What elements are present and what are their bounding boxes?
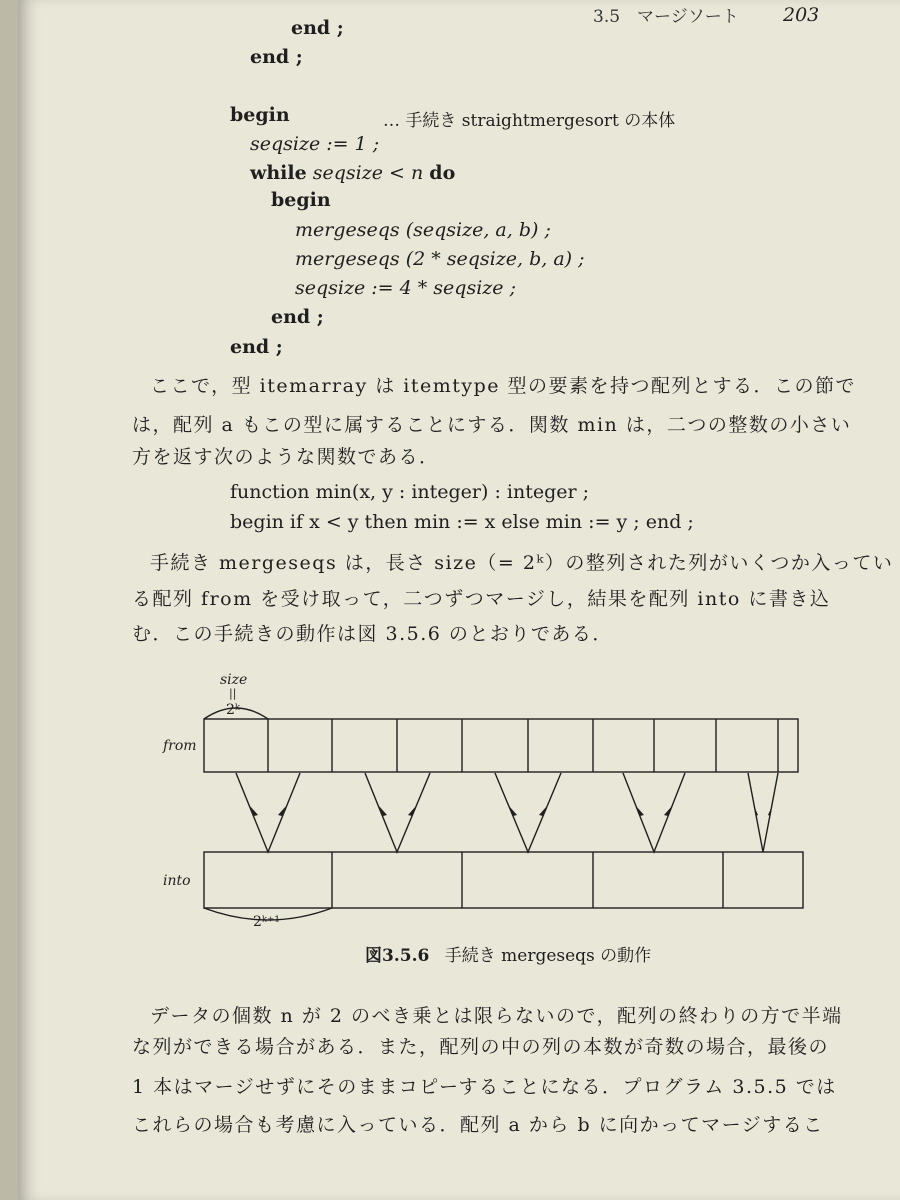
function-code-line: begin if x < y then min := x else min := y ; end ; (230, 511, 694, 533)
code-line: seqsize := 1 ; (250, 133, 380, 155)
body-text-line: な列ができる場合がある．また，配列の中の列の本数が奇数の場合，最後の (132, 1036, 830, 1058)
into-label: into (163, 873, 191, 889)
body-text-line: む．この手続きの動作は図 3.5.6 のとおりである． (132, 623, 613, 645)
body-text-line: これらの場合も考慮に入っている．配列 a から b に向かってマージするこ (132, 1114, 824, 1136)
figure-caption (365, 941, 651, 966)
body-text-line: は，配列 a もこの型に属することにする．関数 min は，二つの整数の小さい (132, 414, 852, 436)
page-number: 203 (783, 4, 820, 26)
body-text-line: データの個数 n が 2 のべき乗とは限らないので，配列の終わりの方で半端 (150, 1005, 843, 1027)
body-text-line: る配列 from を受け取って，二つずつマージし，結果を配列 into に書き込 (132, 588, 831, 610)
figure-caption-text: 手続き mergeseqs の動作 (444, 946, 652, 966)
book-page (18, 0, 900, 1200)
code-line: mergeseqs (2 * seqsize, b, a) ; (295, 248, 585, 270)
code-comment: … 手続き straightmergesort の本体 (383, 111, 676, 131)
code-line: end ; (291, 17, 344, 39)
code-line: end ; (250, 46, 303, 68)
code-keyword: while (250, 162, 307, 184)
function-code-line: function min(x, y : integer) : integer ; (230, 481, 590, 503)
merge-arrow (365, 773, 430, 852)
running-head: 3.5 マージソート (593, 7, 739, 27)
from-array (204, 719, 798, 772)
code-expr: seqsize < n (312, 162, 424, 184)
body-text-line: 方を返す次のような関数である． (132, 446, 440, 468)
merge-arrow (495, 773, 561, 852)
code-line: end ; (271, 306, 324, 328)
merge-arrow (623, 773, 685, 852)
equals-label: || (229, 687, 237, 700)
code-keyword: begin (230, 104, 290, 126)
from-label: from (163, 738, 197, 754)
size-label: size (220, 672, 248, 688)
code-line: seqsize := 4 * seqsize ; (295, 277, 516, 299)
body-text-line: 手続き mergeseqs は，長さ size（= 2ᵏ）の整列された列がいくつか入ってい (150, 552, 894, 574)
size-exponent-label: 2ᵏ (226, 702, 241, 718)
code-keyword: do (429, 162, 456, 184)
into-array (204, 852, 803, 908)
body-text-line: ここで，型 itemarray は itemtype 型の要素を持つ配列とする．この節で (150, 375, 857, 397)
code-line: begin (271, 189, 331, 211)
figure-number: 図3.5.6 (365, 946, 430, 966)
double-size-label: 2ᵏ⁺¹ (253, 914, 281, 930)
body-text-line: 1 本はマージせずにそのままコピーすることになる．プログラム 3.5.5 では (132, 1076, 837, 1098)
code-line: mergeseqs (seqsize, a, b) ; (295, 219, 551, 241)
code-line: end ; (230, 336, 283, 358)
merge-arrow (236, 773, 300, 852)
merge-arrow (748, 773, 778, 852)
